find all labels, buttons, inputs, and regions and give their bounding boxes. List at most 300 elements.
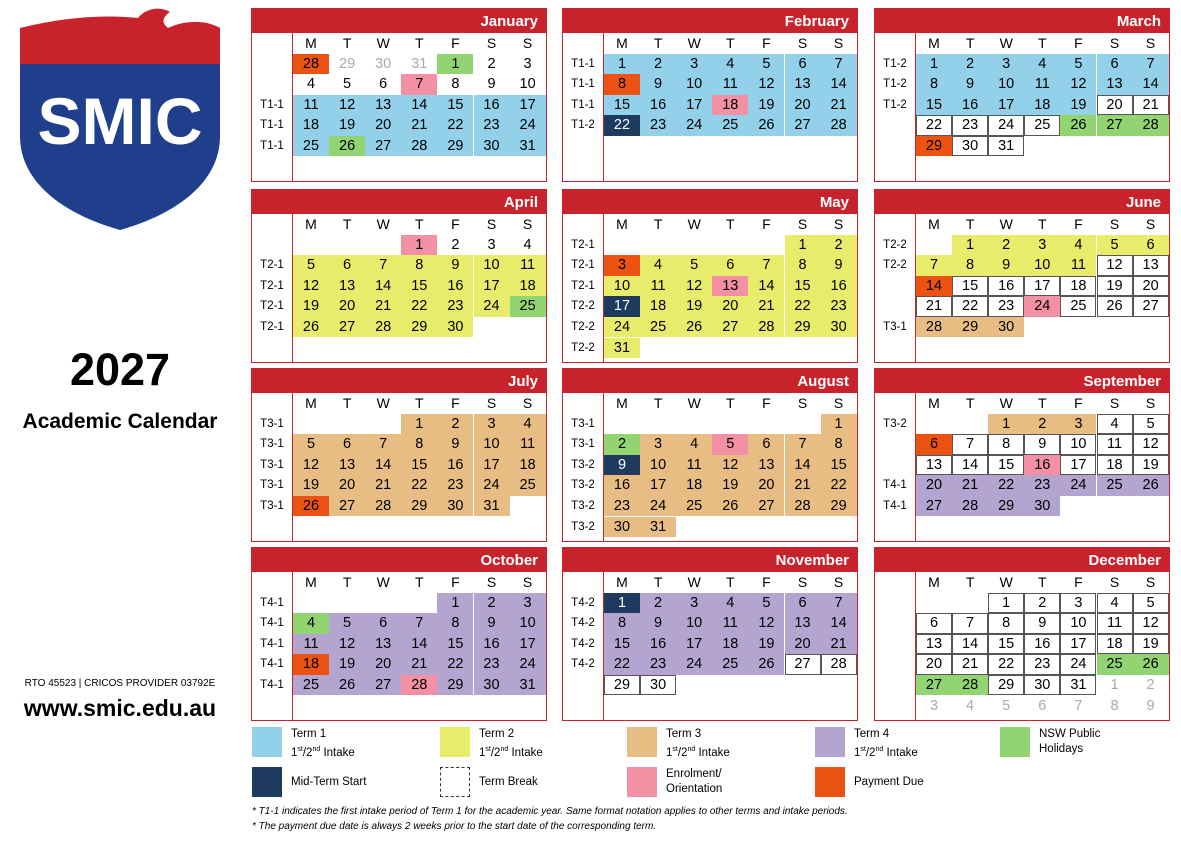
weekday-header: S (486, 216, 497, 232)
day-cell: 28 (748, 317, 784, 338)
day-cell: 11 (1060, 255, 1096, 276)
day-cell: 28 (952, 675, 988, 696)
intake-period-label: T4-1 (260, 637, 284, 650)
day-cell: 4 (293, 613, 329, 634)
intake-period-label: T4-2 (571, 637, 595, 650)
legend-swatch-brk (440, 767, 470, 797)
day-cell: 30 (1024, 675, 1060, 696)
day-cell: 21 (401, 654, 437, 675)
legend-line2: Holidays (1039, 743, 1084, 755)
weekday-header: S (833, 35, 844, 51)
day-cell: 30 (988, 317, 1024, 338)
intake-period-label: T4-1 (260, 617, 284, 630)
day-cell: 25 (510, 475, 546, 496)
day-cell: 12 (293, 455, 329, 476)
day-cell: 25 (293, 136, 329, 157)
day-cell: 26 (748, 115, 784, 136)
day-cell: 17 (604, 296, 640, 317)
day-cell: 3 (676, 593, 712, 614)
weekday-header: M (616, 216, 628, 232)
day-cell: 29 (952, 317, 988, 338)
day-cell: 5 (1133, 414, 1169, 435)
legend-label-t2 (479, 727, 543, 761)
day-cell: 28 (401, 136, 437, 157)
day-cell: 2 (604, 434, 640, 455)
day-cell: 30 (952, 136, 988, 157)
intake-period-label: T3-1 (571, 417, 595, 430)
legend-line1: Term Break (479, 776, 538, 788)
day-cell: 20 (916, 475, 952, 496)
weekday-header: F (762, 216, 771, 232)
day-cell: 6 (1097, 54, 1133, 75)
month-january (251, 8, 547, 182)
day-cell: 19 (712, 475, 748, 496)
month-body (875, 572, 1169, 720)
day-cell: 30 (640, 675, 676, 696)
day-cell: 3 (510, 593, 546, 614)
day-cell: 27 (1133, 296, 1169, 317)
day-cell: 22 (821, 475, 857, 496)
intake-period-label: T2-1 (260, 259, 284, 272)
day-cell: 9 (640, 74, 676, 95)
intake-period-label: T3-1 (260, 458, 284, 471)
day-cell: 9 (1024, 613, 1060, 634)
intake-period-label: T3-2 (571, 479, 595, 492)
day-cell: 30 (474, 136, 510, 157)
day-cell: 12 (1097, 255, 1133, 276)
day-cell: 23 (604, 496, 640, 517)
day-cell: 27 (365, 136, 401, 157)
day-cell: 31 (604, 338, 640, 359)
day-cell: 29 (988, 675, 1024, 696)
day-cell: 28 (365, 317, 401, 338)
day-cell: 5 (293, 255, 329, 276)
day-cell: 21 (952, 654, 988, 675)
day-cell: 8 (604, 74, 640, 95)
month-body (875, 214, 1169, 362)
day-cell: 6 (916, 613, 952, 634)
legend-swatch-mid (252, 767, 282, 797)
legend-swatch-t1 (252, 727, 282, 757)
weekday-header: T (653, 395, 663, 411)
day-cell: 28 (785, 496, 821, 517)
day-cell: 21 (916, 296, 952, 317)
day-cell: 24 (510, 115, 546, 136)
weekday-header: T (415, 574, 424, 590)
day-cell: 27 (329, 317, 365, 338)
day-cell: 17 (1024, 276, 1060, 297)
day-cell: 4 (966, 697, 975, 714)
day-cell: 26 (1097, 296, 1133, 317)
day-cell: 18 (293, 115, 329, 136)
day-cell: 14 (785, 455, 821, 476)
day-cell: 12 (748, 613, 784, 634)
day-cell: 31 (510, 675, 546, 696)
weekday-header: F (1074, 395, 1083, 411)
weekday-header: M (305, 574, 317, 590)
day-cell: 17 (676, 634, 712, 655)
day-cell: 30 (821, 317, 857, 338)
day-cell: 14 (821, 613, 857, 634)
day-cell: 8 (437, 613, 473, 634)
day-cell: 31 (474, 496, 510, 517)
day-cell: 4 (1097, 593, 1133, 614)
day-cell: 18 (712, 634, 748, 655)
day-cell: 6 (329, 255, 365, 276)
weekday-header: F (1074, 216, 1083, 232)
day-cell: 27 (916, 496, 952, 517)
weekday-header: T (726, 216, 735, 232)
legend-label-brk (479, 775, 538, 790)
day-cell: 18 (676, 475, 712, 496)
day-cell: 18 (1097, 455, 1133, 476)
day-cell: 16 (474, 634, 510, 655)
day-cell: 29 (785, 317, 821, 338)
weekday-header: T (1038, 574, 1047, 590)
day-cell: 14 (952, 634, 988, 655)
day-cell: 15 (604, 634, 640, 655)
day-cell: 11 (640, 276, 676, 297)
weekday-header: S (1109, 395, 1120, 411)
day-cell: 23 (821, 296, 857, 317)
day-cell: 27 (1097, 115, 1133, 136)
day-cell: 2 (988, 235, 1024, 256)
intake-period-label: T2-1 (260, 279, 284, 292)
day-cell: 3 (929, 697, 939, 714)
day-cell: 4 (1060, 235, 1096, 256)
day-cell: 7 (401, 74, 437, 95)
day-cell: 27 (329, 496, 365, 517)
day-cell: 15 (604, 95, 640, 116)
day-cell: 7 (365, 434, 401, 455)
day-cell: 4 (1097, 414, 1133, 435)
day-cell: 15 (437, 95, 473, 116)
day-cell: 25 (1097, 475, 1133, 496)
day-cell: 2 (640, 593, 676, 614)
day-cell: 2 (640, 54, 676, 75)
day-cell: 14 (401, 95, 437, 116)
day-cell: 30 (1024, 496, 1060, 517)
month-body (252, 214, 546, 362)
day-cell: 1 (437, 54, 473, 75)
weekday-header: S (1109, 35, 1120, 51)
day-cell: 26 (748, 654, 784, 675)
day-cell: 29 (401, 317, 437, 338)
day-cell: 21 (748, 296, 784, 317)
month-august (562, 368, 858, 542)
calendar-subtitle: Academic Calendar (22, 410, 218, 433)
day-cell: 19 (676, 296, 712, 317)
day-cell: 20 (712, 296, 748, 317)
intake-period-label: T2-1 (571, 279, 595, 292)
day-cell: 2 (1024, 414, 1060, 435)
legend-line2: 1st/2nd Intake (479, 746, 543, 759)
month-body (252, 572, 546, 720)
day-cell: 28 (821, 115, 857, 136)
day-cell: 16 (1024, 455, 1060, 476)
day-cell: 5 (1002, 697, 1011, 714)
day-cell: 14 (1133, 74, 1169, 95)
day-cell: 29 (821, 496, 857, 517)
day-cell: 14 (821, 74, 857, 95)
day-cell: 9 (437, 255, 473, 276)
day-cell: 7 (748, 255, 784, 276)
day-cell: 28 (365, 496, 401, 517)
day-cell: 10 (510, 613, 546, 634)
day-cell: 24 (604, 317, 640, 338)
weekday-header: F (451, 216, 460, 232)
day-cell: 12 (712, 455, 748, 476)
weekday-header: W (376, 216, 390, 232)
weekday-header: W (999, 574, 1013, 590)
legend-line1: Enrolment/ (666, 768, 722, 780)
weekday-header: S (833, 395, 844, 411)
day-cell: 20 (365, 115, 401, 136)
day-cell: 6 (916, 434, 952, 455)
day-cell: 22 (916, 115, 952, 136)
footnote-2: * The payment due date is always 2 weeks prior to the start date of the corresponding term. (252, 821, 657, 832)
day-cell: 30 (474, 675, 510, 696)
weekday-header: F (762, 574, 771, 590)
day-cell: 20 (785, 634, 821, 655)
weekday-header: S (522, 574, 533, 590)
weekday-header: S (1145, 395, 1156, 411)
month-body (252, 33, 546, 181)
day-cell: 11 (712, 613, 748, 634)
day-cell: 31 (640, 517, 676, 538)
day-cell: 25 (676, 496, 712, 517)
day-cell: 18 (1060, 276, 1096, 297)
intake-period-label: T3-1 (571, 438, 595, 451)
day-cell: 3 (474, 414, 510, 435)
weekday-header: M (305, 216, 317, 232)
day-cell: 26 (329, 136, 365, 157)
day-cell: 8 (401, 434, 437, 455)
day-cell: 10 (474, 255, 510, 276)
day-cell: 19 (293, 296, 329, 317)
day-cell: 12 (748, 74, 784, 95)
intake-period-label: T3-2 (571, 458, 595, 471)
day-cell: 5 (712, 434, 748, 455)
month-february (562, 8, 858, 182)
day-cell: 14 (365, 455, 401, 476)
intake-period-label: T4-1 (883, 499, 907, 512)
legend-line1: Term 2 (479, 728, 515, 740)
day-cell: 10 (474, 434, 510, 455)
day-cell: 2 (451, 236, 460, 253)
day-cell: 4 (1024, 54, 1060, 75)
intake-period-label: T1-2 (571, 119, 595, 132)
day-cell: 4 (510, 414, 546, 435)
weekday-header: S (797, 216, 808, 232)
day-cell: 18 (1024, 95, 1060, 116)
day-cell: 18 (510, 455, 546, 476)
day-cell: 8 (604, 613, 640, 634)
day-cell: 26 (293, 317, 329, 338)
day-cell: 14 (748, 276, 784, 297)
day-cell: 19 (329, 654, 365, 675)
weekday-header: T (1038, 35, 1047, 51)
day-cell: 6 (1038, 697, 1047, 714)
day-cell: 14 (952, 455, 988, 476)
legend-line1: Payment Due (854, 776, 924, 788)
day-cell: 13 (712, 276, 748, 297)
day-cell: 24 (474, 475, 510, 496)
logo-text: SMIC (37, 84, 203, 158)
intake-period-label: T1-1 (571, 78, 595, 91)
day-cell: 28 (401, 675, 437, 696)
intake-period-label: T3-1 (260, 438, 284, 451)
day-cell: 12 (676, 276, 712, 297)
day-cell: 20 (916, 654, 952, 675)
day-cell: 20 (329, 296, 365, 317)
weekday-header: W (376, 395, 390, 411)
intake-period-label: T2-2 (571, 320, 595, 333)
day-cell: 21 (785, 475, 821, 496)
day-cell: 22 (785, 296, 821, 317)
day-cell: 26 (1060, 115, 1096, 136)
month-title: December (875, 548, 1169, 572)
weekday-header: T (726, 574, 735, 590)
weekday-header: W (376, 574, 390, 590)
legend-line1: Mid-Term Start (291, 776, 367, 788)
day-cell: 9 (952, 74, 988, 95)
day-cell: 9 (604, 455, 640, 476)
day-cell: 5 (1097, 235, 1133, 256)
day-cell: 3 (988, 54, 1024, 75)
day-cell: 3 (676, 54, 712, 75)
day-cell: 5 (1060, 54, 1096, 75)
weekday-header: M (616, 395, 628, 411)
day-cell: 27 (785, 654, 821, 675)
day-cell: 19 (293, 475, 329, 496)
weekday-header: F (1074, 574, 1083, 590)
weekday-header: M (616, 35, 628, 51)
day-cell: 23 (640, 115, 676, 136)
day-cell: 31 (411, 55, 428, 72)
month-may (562, 189, 858, 363)
day-cell: 8 (785, 255, 821, 276)
day-cell: 29 (401, 496, 437, 517)
month-title: April (252, 190, 546, 214)
intake-period-label: T2-1 (571, 238, 595, 251)
intake-period-label: T1-2 (883, 98, 907, 111)
weekday-header: M (616, 574, 628, 590)
day-cell: 25 (1097, 654, 1133, 675)
day-cell: 10 (1060, 613, 1096, 634)
day-cell: 16 (437, 455, 473, 476)
day-cell: 21 (365, 296, 401, 317)
intake-period-label: T3-1 (260, 417, 284, 430)
day-cell: 29 (604, 675, 640, 696)
day-cell: 1 (604, 593, 640, 614)
weekday-header: T (415, 35, 424, 51)
legend-line1: Term 4 (854, 728, 890, 740)
day-cell: 13 (365, 634, 401, 655)
day-cell: 17 (1060, 634, 1096, 655)
footnote-1: * T1-1 indicates the first intake period of Term 1 for the academic year. Same format notation applies to other terms and intake periods. (252, 806, 848, 817)
weekday-header: S (1109, 574, 1120, 590)
intake-period-label: T4-1 (260, 678, 284, 691)
website-link[interactable]: www.smic.edu.au (23, 695, 217, 721)
day-cell: 25 (1060, 296, 1096, 317)
weekday-header: T (726, 35, 735, 51)
day-cell: 5 (748, 54, 784, 75)
day-cell: 12 (329, 95, 365, 116)
month-title: May (563, 190, 857, 214)
intake-period-label: T2-2 (883, 259, 907, 272)
day-cell: 13 (916, 634, 952, 655)
day-cell: 17 (676, 95, 712, 116)
day-cell: 5 (329, 613, 365, 634)
day-cell: 30 (604, 517, 640, 538)
day-cell: 11 (293, 634, 329, 655)
day-cell: 9 (474, 613, 510, 634)
day-cell: 6 (379, 76, 388, 93)
month-title: October (252, 548, 546, 572)
day-cell: 10 (604, 276, 640, 297)
month-title: August (563, 369, 857, 393)
day-cell: 9 (437, 434, 473, 455)
weekday-header: T (342, 574, 352, 590)
day-cell: 7 (952, 434, 988, 455)
weekday-header: S (833, 216, 844, 232)
day-cell: 1 (988, 414, 1024, 435)
intake-period-label: T2-1 (571, 259, 595, 272)
day-cell: 1 (952, 235, 988, 256)
day-cell: 3 (487, 236, 496, 253)
day-cell: 21 (401, 115, 437, 136)
day-cell: 29 (437, 136, 473, 157)
day-cell: 4 (712, 593, 748, 614)
intake-period-label: T2-2 (571, 300, 595, 313)
intake-period-label: T4-1 (883, 479, 907, 492)
day-cell: 2 (1146, 676, 1155, 693)
weekday-header: W (687, 395, 701, 411)
day-cell: 1 (1110, 676, 1119, 693)
day-cell: 25 (640, 317, 676, 338)
day-cell: 9 (821, 255, 857, 276)
weekday-header: T (965, 35, 975, 51)
day-cell: 19 (1133, 634, 1169, 655)
day-cell: 10 (1060, 434, 1096, 455)
weekday-header: S (797, 35, 808, 51)
legend-label-t3 (666, 727, 730, 761)
day-cell: 30 (375, 55, 392, 72)
day-cell: 26 (293, 496, 329, 517)
day-cell: 7 (1133, 54, 1169, 75)
day-cell: 18 (510, 276, 546, 297)
day-cell: 13 (1097, 74, 1133, 95)
day-cell: 7 (401, 613, 437, 634)
legend-swatch-enr (627, 767, 657, 797)
day-cell: 3 (1060, 414, 1096, 435)
month-december (874, 547, 1170, 721)
day-cell: 22 (988, 654, 1024, 675)
day-cell: 23 (474, 654, 510, 675)
day-cell: 8 (988, 434, 1024, 455)
weekday-header: S (486, 35, 497, 51)
day-cell: 15 (821, 455, 857, 476)
legend-line2: Orientation (666, 783, 723, 795)
day-cell: 23 (437, 296, 473, 317)
day-cell: 19 (748, 95, 784, 116)
intake-period-label: T2-2 (883, 238, 907, 251)
legend-line2: 1st/2nd Intake (854, 746, 918, 759)
month-body (252, 393, 546, 541)
intake-period-label: T4-1 (260, 596, 284, 609)
day-cell: 30 (437, 496, 473, 517)
